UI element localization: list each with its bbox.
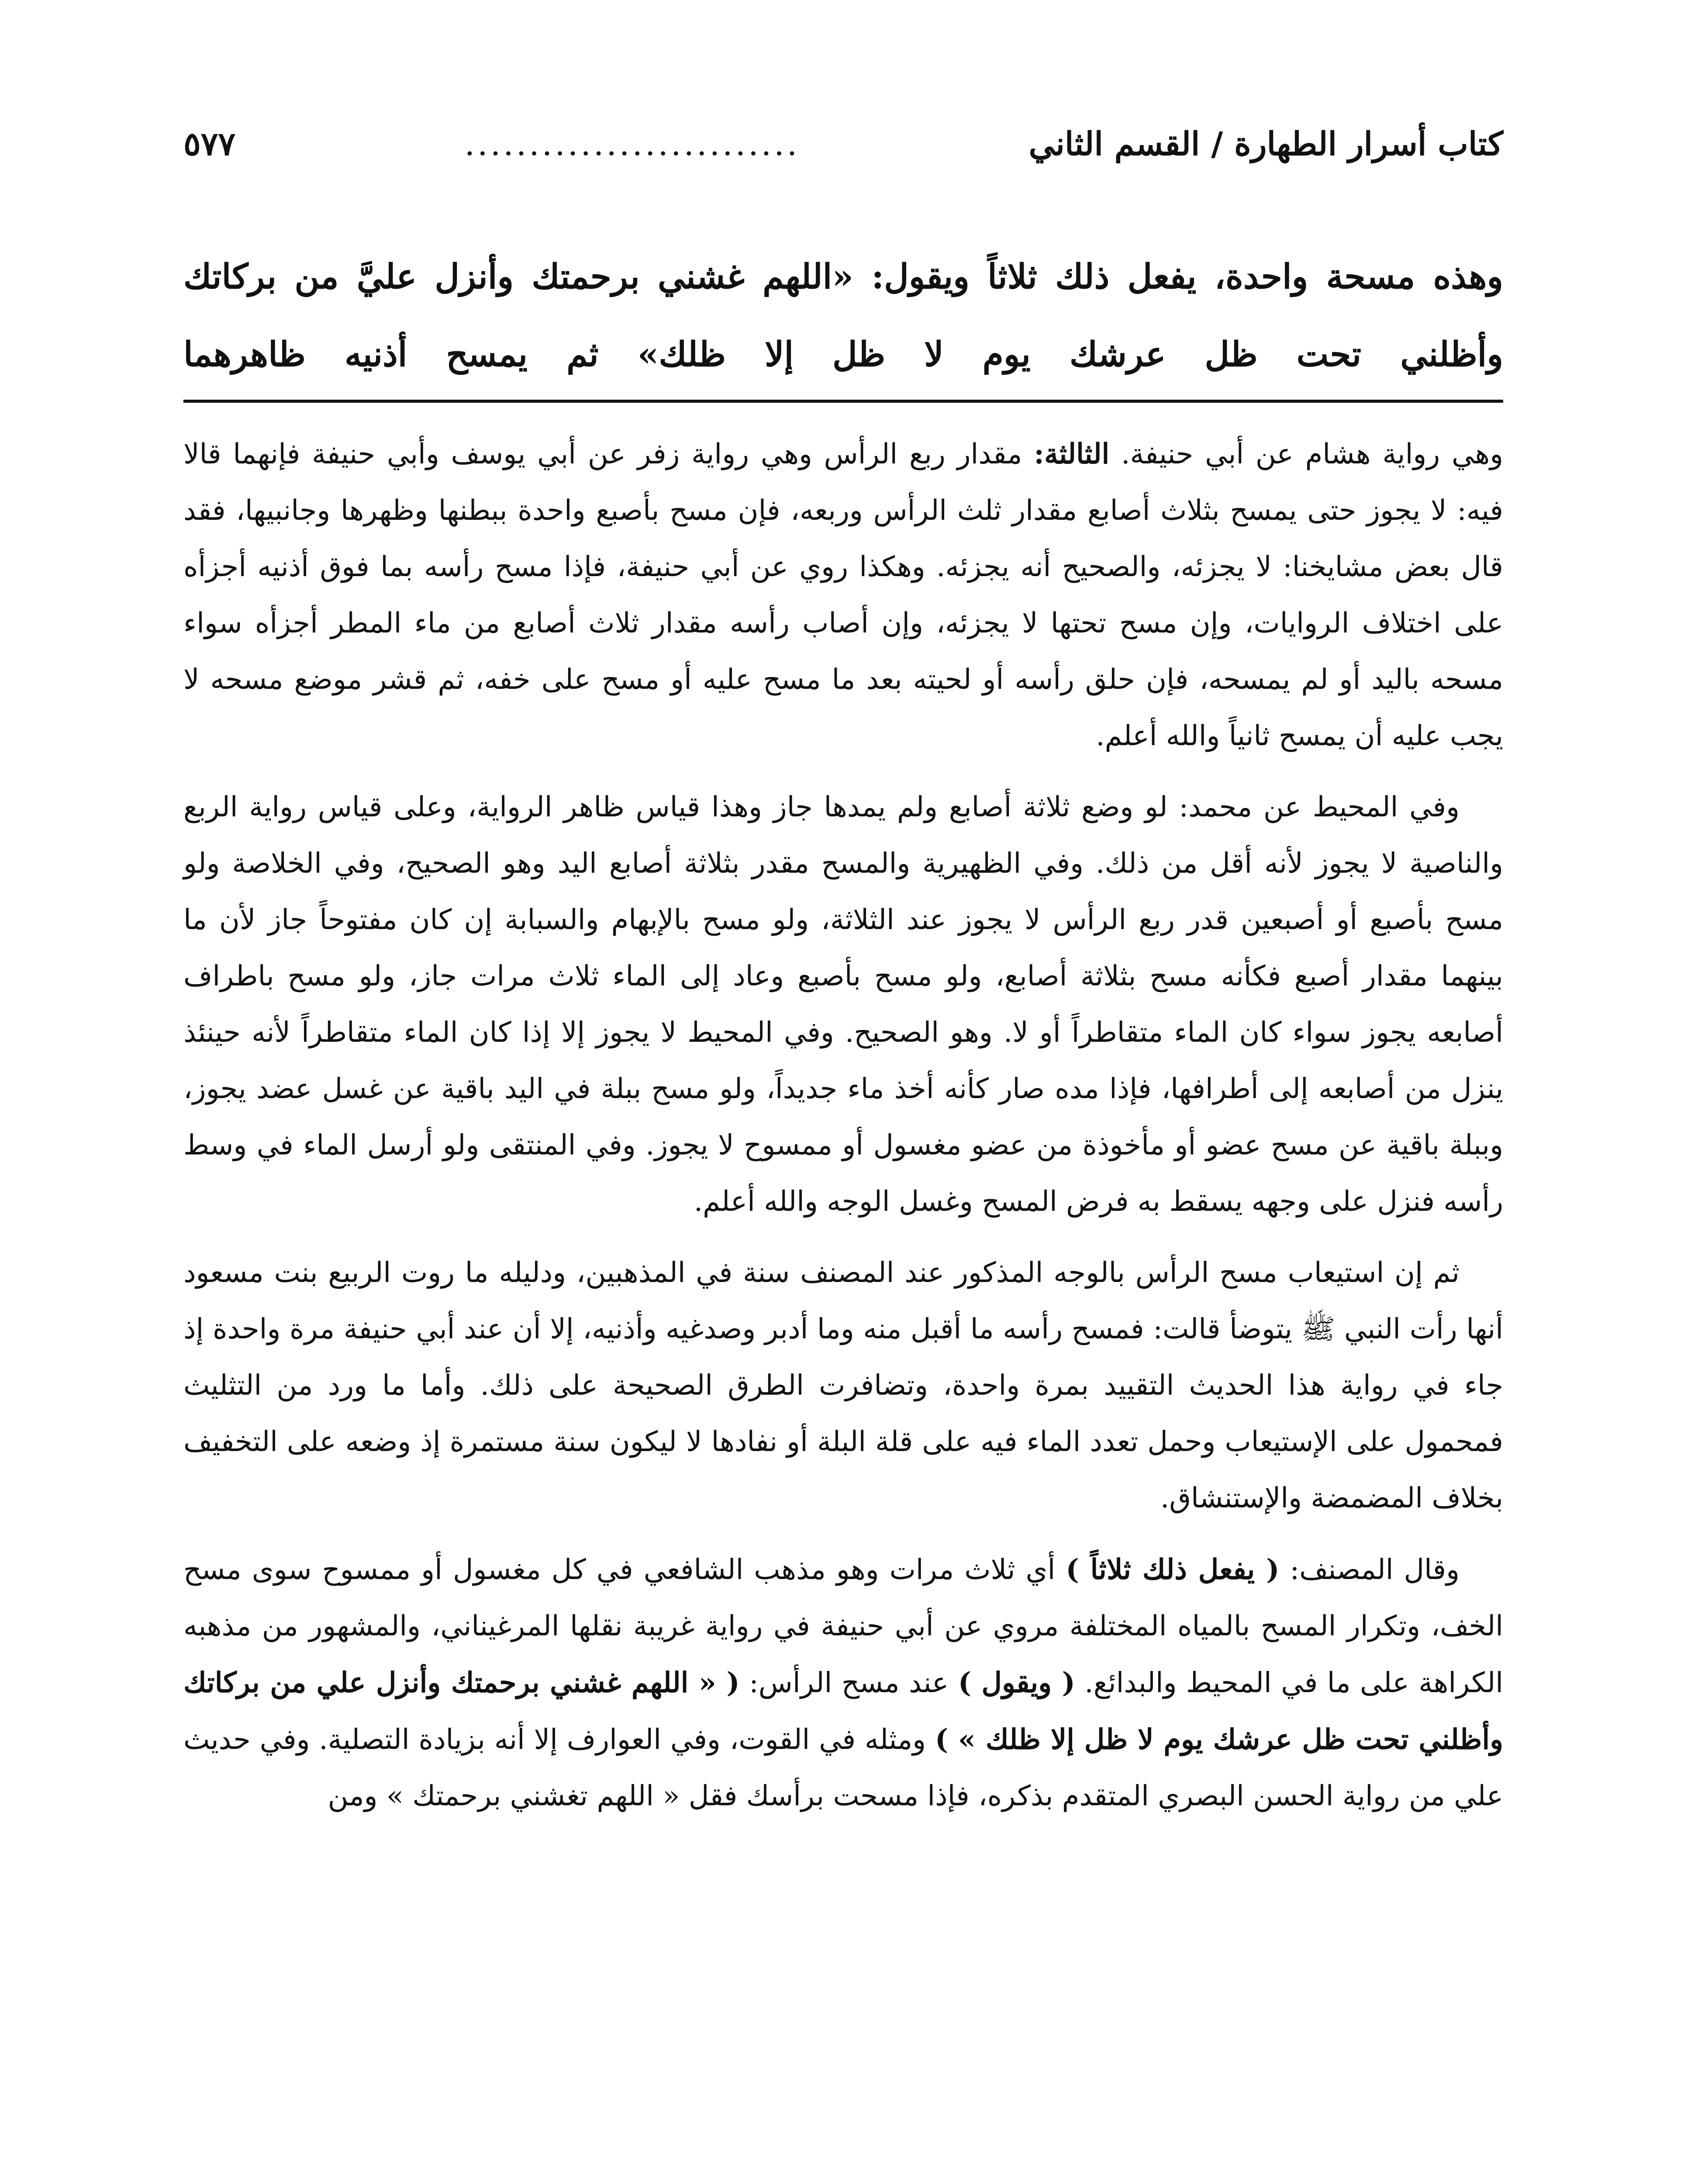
text-run: أي ثلاث مرات وهو مذهب الشافعي في كل مغسول أو ممسوح سوى مسح الخف، وتكرار المسح بالمياه المختلفة مروي عن أبي حنيفة في رواية غريبة نقلها المرغيناني، والمشهور من مذهبه الكراهة على ما في المحيط والبدائع. (183, 1554, 1504, 1699)
page-number: ٥٧٧ (183, 125, 236, 163)
text-run: وهي رواية هشام عن أبي حنيفة. (1121, 438, 1504, 470)
commentary-paragraph (183, 1541, 1503, 1825)
text-run: عند مسح الرأس: (749, 1667, 949, 1699)
book-section-title: كتاب أسرار الطهارة / القسم الثاني (1028, 125, 1503, 163)
quoted-matn: ( « اللهم غشني برحمتك وأنزل علي من بركاتك وأظلني تحت ظل عرشك يوم لا ظل إلا ظلك » ) (183, 1666, 1504, 1756)
commentary (183, 426, 1503, 1839)
bold-heading: الثالثة: (1034, 438, 1110, 470)
commentary-paragraph: وفي المحيط عن محمد: لو وضع ثلاثة أصابع ولم يمدها جاز وهذا قياس ظاهر الرواية، وعلى قياس رواية الربع والناصية لا يجوز لأنه أقل من ذلك. وفي الظهيرية والمسح مقدر بثلاثة أصابع اليد وهو الصحيح، وفي الخلاصة ولو مسح بأصبع أو أصبعين قدر ربع الرأس لا يجوز عند الثلاثة، ولو مسح بالإبهام والسبابة إن كان مفتوحاً جاز لأن ما بينهما مقدار أصبع فكأنه مسح بثلاثة أصابع، ولو مسح بأصبع وعاد إلى الماء ثلاث مرات جاز، ولو مسح باطراف أصابعه يجوز سواء كان الماء متقاطراً أو لا. وهو الصحيح. وفي المحيط لا يجوز إلا إذا كان الماء متقاطراً لأنه حينئذ ينزل من أصابعه إلى أطرافها، فإذا مده صار كأنه أخذ ماء جديداً، ولو مسح ببلة في اليد باقية عن غسل عضد يجوز، وببلة باقية عن مسح عضو أو مأخوذة من عضو مغسول أو ممسوح لا يجوز. وفي المنتقى ولو أرسل الماء في وسط رأسه فنزل على وجهه يسقط به فرض المسح وغسل الوجه والله أعلم. (183, 791, 1504, 1218)
text-run: وقال المصنف: (1290, 1554, 1460, 1586)
separator-rule (183, 400, 1503, 403)
text-run: ومثله في القوت، وفي العوارف إلا أنه بزيادة التصلية. وفي حديث علي من رواية الحسن البصري المتقدم بذكره، فإذا مسحت برأسك فقل « اللهم تغشني برحمتك » ومن (183, 1724, 1503, 1812)
running-header (183, 114, 1503, 175)
commentary-paragraph: ثم إن استيعاب مسح الرأس بالوجه المذكور عند المصنف سنة في المذهبين، ودليله ما روت الربيع بنت مسعود أنها رأت النبي ﷺ يتوضأ قالت: فمسح رأسه ما أقبل منه وما أدبر وصدغيه وأذنيه، إلا أن عند أبي حنيفة مرة واحدة إذ جاء في رواية هذا الحديث التقييد بمرة واحدة، وتضافرت الطرق الصحيحة على ذلك. وأما ما ورد من التثليث فمحمول على الإستيعاب وحمل تعدد الماء فيه على قلة البلة أو نفادها لا ليكون سنة مستمرة إذ وضعه على التخفيف بخلاف المضمضة والإستنشاق. (183, 1257, 1504, 1514)
main-text: وهذه مسحة واحدة، يفعل ذلك ثلاثاً ويقول: «اللهم غشني برحمتك وأنزل عليَّ من بركاتك وأظلني تحت ظل عرشك يوم لا ظل إلا ظلك» ثم يمسح أذنيه ظاهرهما (183, 257, 1503, 374)
quoted-matn: ( يفعل ذلك ثلاثاً ) (1066, 1553, 1280, 1586)
commentary-paragraph (183, 426, 1503, 764)
text-run: مقدار ربع الرأس وهي رواية زفر عن أبي يوسف وأبي حنيفة فإنهما قالا فيه: لا يجوز حتى يمسح بثلاث أصابع مقدار ثلث الرأس وربعه، فإن مسح بأصبع واحدة ببطنها وظهرها وجانبيها، فقد قال بعض مشايخنا: لا يجزئه، والصحيح أنه يجزئه. وهكذا روي عن أبي حنيفة، فإذا مسح رأسه بما فوق أذنيه أجزأه على اختلاف الروايات، وإن مسح تحتها لا يجزئه، وإن أصاب رأسه مقدار ثلاث أصابع من ماء المطر أجزأه سواء مسحه باليد أو لم يمسحه، فإن حلق رأسه أو لحيته بعد ما مسح عليه أو مسح على خفه، ثم قشر موضع مسحه لا يجب عليه أن يمسح ثانياً والله أعلم. (183, 438, 1504, 752)
dot-leader: .......................... (464, 125, 800, 163)
quoted-matn: ( ويقول ) (958, 1666, 1075, 1699)
